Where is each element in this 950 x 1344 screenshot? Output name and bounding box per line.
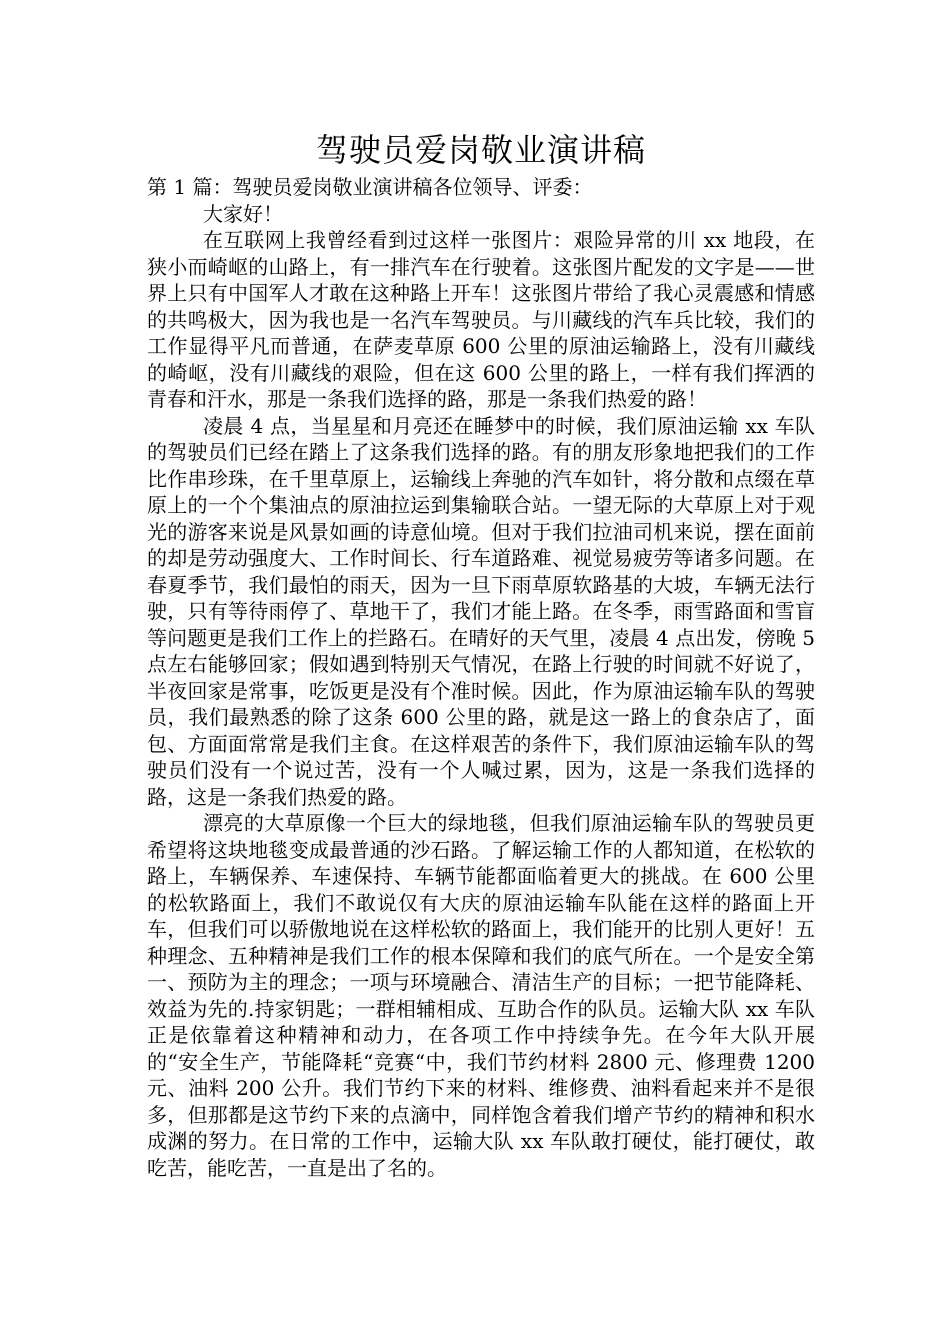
paragraph-2: 凌晨 4 点，当星星和月亮还在睡梦中的时候，我们原油运输 xx 车队的驾驶员们已经在踏上了这条我们选择的路。有的朋友形象地把我们的工作比作串珍珠，在千里草原上，运输线上奔驰的汽车如针，将分散和点缀在草原上的一个个集油点的原油拉运到集输联合站。一望无际的大草原上对于观光的游客来说是风景如画的诗意仙境。但对于我们拉油司机来说，摆在面前的却是劳动强度大、工作时间长、行车道路难、视觉易疲劳等诸多问题。在春夏季节，我们最怕的雨天，因为一旦下雨草原软路基的大坡，车辆无法行驶，只有等待雨停了、草地干了，我们才能上路。在冬季，雨雪路面和雪盲等问题更是我们工作上的拦路石。在晴好的天气里，凌晨 4 点出发，傍晚 5 点左右能够回家；假如遇到特别天气情况，在路上行驶的时间就不好说了，半夜回家是常事，吃饭更是没有个准时候。因此，作为原油运输车队的驾驶员，我们最熟悉的除了这条 600 公里的路，就是这一路上的食杂店了，面包、方面面常常是我们主食。在这样艰苦的条件下，我们原油运输车队的驾驶员们没有一个说过苦，没有一个人喊过累，因为，这是一条我们选择的路，这是一条我们热爱的路。 bbox=[147, 413, 815, 809]
paragraph-3: 漂亮的大草原像一个巨大的绿地毯，但我们原油运输车队的驾驶员更希望将这块地毯变成最普通的沙石路。了解运输工作的人都知道，在松软的路上，车辆保养、车速保持、车辆节能都面临着更大的挑战。在 600 公里的松软路面上，我们不敢说仅有大庆的原油运输车队能在这样的路面上开车，但我们可以骄傲地说在这样松软的路面上，我们能开的比别人更好！五种理念、五种精神是我们工作的根本保障和我们的底气所在。一个是安全第一、预防为主的理念；一项与环境融合、清洁生产的目标；一把节能降耗、效益为先的.持家钥匙；一群相辅相成、互助合作的队员。运输大队 xx 车队正是依靠着这种精神和动力，在各项工作中持续争先。在今年大队开展的“安全生产，节能降耗“竞赛“中，我们节约材料 2800 元、修理费 1200 元、油料 200 公升。我们节约下来的材料、维修费、油料看起来并不是很多，但那都是这节约下来的点滴中，同样饱含着我们增产节约的精神和积水成渊的努力。在日常的工作中，运输大队 xx 车队敢打硬仗，能打硬仗，敢吃苦，能吃苦，一直是出了名的。 bbox=[147, 811, 815, 1180]
document-subtitle: 第 1 篇：驾驶员爱岗敬业演讲稿各位领导、评委： bbox=[147, 175, 593, 199]
document-title: 驾驶员爱岗敬业演讲稿 bbox=[315, 131, 646, 169]
document-page bbox=[147, 128, 815, 1181]
paragraph-1: 在互联网上我曾经看到过这样一张图片：艰险异常的川 xx 地段，在狭小而崎岖的山路上，有一排汽车在行驶着。这张图片配发的文字是——世界上只有中国军人才敢在这种路上开车！这张图片带给了我心灵震感和情感的共鸣极大，因为我也是一名汽车驾驶员。与川藏线的汽车兵比较，我们的工作显得平凡而普通，在萨麦草原 600 公里的原油运输路上，没有川藏线的崎岖，没有川藏线的艰险，但在这 600 公里的路上，一样有我们挥洒的青春和汗水，那是一条我们选择的路，那是一条我们热爱的路！ bbox=[147, 228, 815, 411]
greeting-line: 大家好！ bbox=[203, 201, 283, 226]
